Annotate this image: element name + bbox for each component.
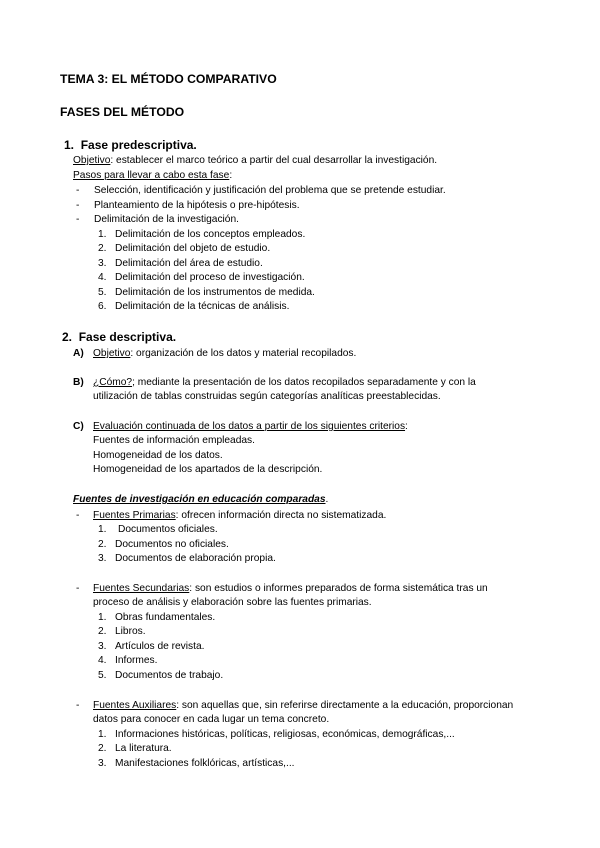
- dash-bullet: -: [76, 185, 80, 196]
- fase2-number: 2.: [62, 330, 73, 344]
- list-item: 1. Documentos oficiales.: [98, 524, 218, 535]
- list-item: 2. Delimitación del objeto de estudio.: [98, 243, 271, 254]
- fuentes-heading-text: Fuentes de investigación en educación comparadas: [73, 494, 326, 505]
- c-colon: :: [405, 421, 408, 432]
- b-label: ¿Cómo?: [93, 377, 133, 388]
- list-item: 6. Delimitación de la técnicas de análisis.: [98, 301, 290, 312]
- fase2-heading: [62, 331, 176, 344]
- criterio-item: Homogeneidad de los apartados de la descripción.: [93, 464, 323, 475]
- letter-c: C): [73, 421, 84, 432]
- fase1-title: Fase predescriptiva.: [80, 138, 197, 152]
- fase1-objetivo: [73, 154, 437, 167]
- auxiliares-cont: datos para conocer en cada lugar un tema concreto.: [93, 714, 330, 725]
- fase2-b: [73, 376, 476, 389]
- secundarias-label: Fuentes Secundarias: [93, 583, 190, 594]
- a-label: Objetivo: [93, 348, 131, 359]
- auxiliares: Fuentes Auxiliares: son aquellas que, sin referirse directamente a la educación, proporcionan: [93, 700, 514, 711]
- pasos-colon: :: [229, 170, 233, 181]
- list-item-text: Planteamiento de la hipótesis o pre-hipótesis.: [94, 200, 300, 211]
- fase1-number: 1.: [64, 138, 75, 152]
- dash-bullet: -: [76, 200, 80, 211]
- list-item: [76, 199, 79, 212]
- list-item: 4. Informes.: [98, 655, 158, 666]
- section-subtitle: FASES DEL MÉTODO: [60, 105, 185, 119]
- fase1-heading: [64, 139, 197, 152]
- fase2-b-cont: utilización de tablas construidas según categorías analíticas preestablecidas.: [93, 391, 441, 402]
- list-item: 3. Manifestaciones folklóricas, artísticas,...: [98, 758, 295, 769]
- fase2-c: [73, 420, 408, 433]
- list-item: 3. Delimitación del área de estudio.: [98, 258, 263, 269]
- fase2-title: Fase descriptiva.: [78, 330, 177, 344]
- letter-a: A): [73, 348, 84, 359]
- fase1-pasos: [73, 169, 232, 182]
- criterio-item: Fuentes de información empleadas.: [93, 435, 255, 446]
- list-item-text: Selección, identificación y justificación del problema que se pretende estudiar.: [94, 185, 446, 196]
- dash-bullet: -: [76, 510, 80, 521]
- list-item: 1. Delimitación de los conceptos empleados.: [98, 229, 306, 240]
- secundarias: Fuentes Secundarias: son estudios o informes preparados de forma sistemática tras un: [93, 583, 488, 594]
- list-item: 5. Delimitación de los instrumentos de medida.: [98, 287, 315, 298]
- list-item: [76, 213, 79, 226]
- list-item: 1. Informaciones históricas, políticas, religiosas, económicas, demográficas,...: [98, 729, 455, 740]
- primarias: Fuentes Primarias: ofrecen información directa no sistematizada.: [93, 510, 387, 521]
- criterio-item: Homogeneidad de los datos.: [93, 450, 223, 461]
- fase2-a: [73, 347, 356, 360]
- list-item: 2. Documentos no oficiales.: [98, 539, 229, 550]
- list-item: 4. Delimitación del proceso de investigación.: [98, 272, 305, 283]
- c-label: Evaluación continuada de los datos a partir de los siguientes criterios: [93, 421, 406, 432]
- list-item: 2. La literatura.: [98, 743, 172, 754]
- objetivo-text: : establecer el marco teórico a partir del cual desarrollar la investigación.: [110, 155, 438, 166]
- dash-bullet: -: [76, 700, 80, 711]
- fuentes-heading: Fuentes de investigación en educación comparadas.: [73, 494, 329, 505]
- dash-bullet: -: [76, 583, 80, 594]
- a-text: : organización de los datos y material recopilados.: [130, 348, 357, 359]
- dash-bullet: -: [76, 214, 80, 225]
- b-text: ; mediante la presentación de los datos recopilados separadamente y con la: [132, 377, 476, 388]
- objetivo-label: Objetivo: [73, 155, 111, 166]
- letter-b: B): [73, 377, 84, 388]
- list-item: 3. Artículos de revista.: [98, 641, 205, 652]
- list-item: 2. Libros.: [98, 626, 146, 637]
- list-item: 3. Documentos de elaboración propia.: [98, 553, 276, 564]
- secundarias-cont: proceso de análisis y elaboración sobre las fuentes primarias.: [93, 597, 372, 608]
- page-title: TEMA 3: EL MÉTODO COMPARATIVO: [60, 72, 277, 86]
- primarias-label: Fuentes Primarias: [93, 510, 176, 521]
- list-item: 1. Obras fundamentales.: [98, 612, 216, 623]
- list-item: [76, 184, 79, 197]
- pasos-label: Pasos para llevar a cabo esta fase: [73, 170, 230, 181]
- list-item-text: Delimitación de la investigación.: [94, 214, 239, 225]
- auxiliares-label: Fuentes Auxiliares: [93, 700, 177, 711]
- list-item: 5. Documentos de trabajo.: [98, 670, 224, 681]
